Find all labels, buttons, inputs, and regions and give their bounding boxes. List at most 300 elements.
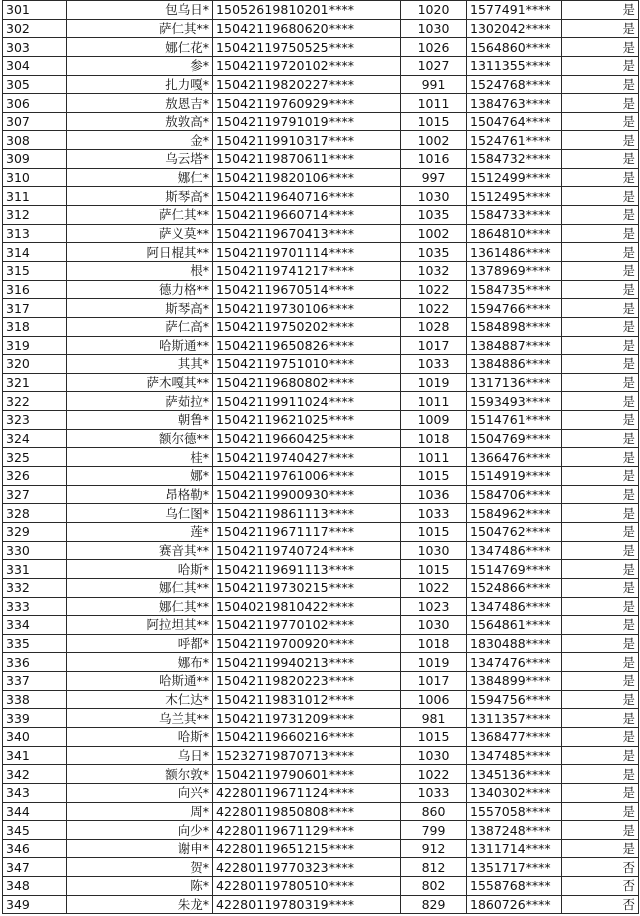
row-number-cell: 332 <box>3 578 67 597</box>
name-cell: 额尔敦* <box>67 765 213 784</box>
name-cell: 斯琴高* <box>67 187 213 206</box>
id-number-cell: 15042119741217**** <box>213 261 401 280</box>
name-cell: 哈斯通** <box>67 336 213 355</box>
id-number-cell: 15040219810422**** <box>213 597 401 616</box>
table-body <box>3 1 639 914</box>
status-cell: 是 <box>562 560 639 579</box>
code-cell: 1016 <box>401 150 467 169</box>
account-cell: 1361486**** <box>467 243 562 262</box>
name-cell: 桂* <box>67 448 213 467</box>
status-cell: 是 <box>562 485 639 504</box>
status-cell: 是 <box>562 75 639 94</box>
table-row <box>3 485 639 504</box>
code-cell: 1030 <box>401 19 467 38</box>
row-number-cell: 330 <box>3 541 67 560</box>
table-row <box>3 746 639 765</box>
row-number-cell: 320 <box>3 355 67 374</box>
account-cell: 1864810**** <box>467 224 562 243</box>
name-cell: 萨义莫** <box>67 224 213 243</box>
account-cell: 1524761**** <box>467 131 562 150</box>
account-cell: 1504769**** <box>467 429 562 448</box>
status-cell: 是 <box>562 653 639 672</box>
table-row <box>3 821 639 840</box>
status-cell: 是 <box>562 522 639 541</box>
code-cell: 1030 <box>401 187 467 206</box>
row-number-cell: 304 <box>3 56 67 75</box>
account-cell: 1387248**** <box>467 821 562 840</box>
id-number-cell: 15042119640716**** <box>213 187 401 206</box>
code-cell: 1030 <box>401 541 467 560</box>
table-row <box>3 522 639 541</box>
row-number-cell: 326 <box>3 467 67 486</box>
status-cell: 是 <box>562 578 639 597</box>
code-cell: 1017 <box>401 336 467 355</box>
account-cell: 1340302**** <box>467 783 562 802</box>
id-number-cell: 15042119761006**** <box>213 467 401 486</box>
row-number-cell: 344 <box>3 802 67 821</box>
name-cell: 乌云塔* <box>67 150 213 169</box>
name-cell: 萨木嘎其** <box>67 373 213 392</box>
row-number-cell: 301 <box>3 1 67 20</box>
row-number-cell: 306 <box>3 94 67 113</box>
table-row <box>3 765 639 784</box>
name-cell: 娜仁花* <box>67 38 213 57</box>
account-cell: 1378969**** <box>467 261 562 280</box>
code-cell: 1015 <box>401 727 467 746</box>
account-cell: 1504762**** <box>467 522 562 541</box>
status-cell: 是 <box>562 299 639 318</box>
table-row <box>3 392 639 411</box>
account-cell: 1514919**** <box>467 467 562 486</box>
account-cell: 1584962**** <box>467 504 562 523</box>
code-cell: 812 <box>401 858 467 877</box>
name-cell: 参* <box>67 56 213 75</box>
table-row <box>3 783 639 802</box>
id-number-cell: 15042119911024**** <box>213 392 401 411</box>
row-number-cell: 348 <box>3 877 67 896</box>
id-number-cell: 15042119671117**** <box>213 522 401 541</box>
row-number-cell: 313 <box>3 224 67 243</box>
status-cell: 是 <box>562 38 639 57</box>
table-row <box>3 112 639 131</box>
row-number-cell: 316 <box>3 280 67 299</box>
account-cell: 1347476**** <box>467 653 562 672</box>
row-number-cell: 324 <box>3 429 67 448</box>
table-row <box>3 429 639 448</box>
status-cell: 是 <box>562 187 639 206</box>
row-number-cell: 347 <box>3 858 67 877</box>
table-row <box>3 38 639 57</box>
id-number-cell: 15042119870611**** <box>213 150 401 169</box>
status-cell: 是 <box>562 709 639 728</box>
name-cell: 额尔德** <box>67 429 213 448</box>
name-cell: 乌兰其** <box>67 709 213 728</box>
row-number-cell: 318 <box>3 317 67 336</box>
table-row <box>3 336 639 355</box>
account-cell: 1512495**** <box>467 187 562 206</box>
status-cell: 是 <box>562 112 639 131</box>
table-row <box>3 280 639 299</box>
row-number-cell: 329 <box>3 522 67 541</box>
table-row <box>3 467 639 486</box>
code-cell: 1035 <box>401 243 467 262</box>
code-cell: 1011 <box>401 94 467 113</box>
code-cell: 1015 <box>401 522 467 541</box>
account-cell: 1514761**** <box>467 411 562 430</box>
row-number-cell: 303 <box>3 38 67 57</box>
name-cell: 哈斯通** <box>67 672 213 691</box>
status-cell: 是 <box>562 597 639 616</box>
table-row <box>3 206 639 225</box>
name-cell: 谢申* <box>67 839 213 858</box>
id-number-cell: 15042119730106**** <box>213 299 401 318</box>
table-row <box>3 299 639 318</box>
row-number-cell: 315 <box>3 261 67 280</box>
row-number-cell: 331 <box>3 560 67 579</box>
row-number-cell: 308 <box>3 131 67 150</box>
id-number-cell: 15232719870713**** <box>213 746 401 765</box>
id-number-cell: 15042119790601**** <box>213 765 401 784</box>
account-cell: 1593493**** <box>467 392 562 411</box>
name-cell: 萨茹拉* <box>67 392 213 411</box>
name-cell: 德力格** <box>67 280 213 299</box>
name-cell: 敖恩吉* <box>67 94 213 113</box>
name-cell: 扎力嘎* <box>67 75 213 94</box>
id-number-cell: 15042119680802**** <box>213 373 401 392</box>
account-cell: 1384763**** <box>467 94 562 113</box>
account-cell: 1302042**** <box>467 19 562 38</box>
code-cell: 991 <box>401 75 467 94</box>
name-cell: 哈斯* <box>67 560 213 579</box>
table-row <box>3 373 639 392</box>
account-cell: 1384886**** <box>467 355 562 374</box>
account-cell: 1366476**** <box>467 448 562 467</box>
status-cell: 是 <box>562 336 639 355</box>
status-cell: 否 <box>562 858 639 877</box>
code-cell: 1033 <box>401 783 467 802</box>
code-cell: 829 <box>401 895 467 914</box>
id-number-cell: 15042119791019**** <box>213 112 401 131</box>
name-cell: 敖敦高* <box>67 112 213 131</box>
status-cell: 是 <box>562 429 639 448</box>
status-cell: 是 <box>562 802 639 821</box>
code-cell: 1023 <box>401 597 467 616</box>
name-cell: 朝鲁* <box>67 411 213 430</box>
id-number-cell: 15042119750202**** <box>213 317 401 336</box>
row-number-cell: 321 <box>3 373 67 392</box>
row-number-cell: 323 <box>3 411 67 430</box>
id-number-cell: 15042119740724**** <box>213 541 401 560</box>
code-cell: 1030 <box>401 746 467 765</box>
account-cell: 1564861**** <box>467 616 562 635</box>
row-number-cell: 312 <box>3 206 67 225</box>
code-cell: 1017 <box>401 672 467 691</box>
table-row <box>3 560 639 579</box>
id-number-cell: 15052619810201**** <box>213 1 401 20</box>
account-cell: 1860726**** <box>467 895 562 914</box>
code-cell: 1018 <box>401 429 467 448</box>
code-cell: 1018 <box>401 634 467 653</box>
table-row <box>3 94 639 113</box>
status-cell: 是 <box>562 783 639 802</box>
row-number-cell: 311 <box>3 187 67 206</box>
code-cell: 1019 <box>401 653 467 672</box>
table-row <box>3 578 639 597</box>
id-number-cell: 15042119760929**** <box>213 94 401 113</box>
row-number-cell: 310 <box>3 168 67 187</box>
id-number-cell: 15042119820227**** <box>213 75 401 94</box>
account-cell: 1514769**** <box>467 560 562 579</box>
account-cell: 1311357**** <box>467 709 562 728</box>
code-cell: 1026 <box>401 38 467 57</box>
name-cell: 贺* <box>67 858 213 877</box>
code-cell: 1028 <box>401 317 467 336</box>
table-row <box>3 168 639 187</box>
row-number-cell: 334 <box>3 616 67 635</box>
table-row <box>3 131 639 150</box>
code-cell: 1033 <box>401 504 467 523</box>
row-number-cell: 336 <box>3 653 67 672</box>
account-cell: 1504764**** <box>467 112 562 131</box>
id-number-cell: 15042119701114**** <box>213 243 401 262</box>
id-number-cell: 15042119751010**** <box>213 355 401 374</box>
name-cell: 金* <box>67 131 213 150</box>
row-number-cell: 346 <box>3 839 67 858</box>
status-cell: 否 <box>562 895 639 914</box>
id-number-cell: 42280119651215**** <box>213 839 401 858</box>
account-cell: 1512499**** <box>467 168 562 187</box>
table-row <box>3 634 639 653</box>
status-cell: 是 <box>562 765 639 784</box>
status-cell: 是 <box>562 392 639 411</box>
account-cell: 1351717**** <box>467 858 562 877</box>
account-cell: 1311355**** <box>467 56 562 75</box>
account-cell: 1347486**** <box>467 597 562 616</box>
row-number-cell: 333 <box>3 597 67 616</box>
id-number-cell: 15042119910317**** <box>213 131 401 150</box>
code-cell: 1015 <box>401 467 467 486</box>
row-number-cell: 309 <box>3 150 67 169</box>
id-number-cell: 42280119671129**** <box>213 821 401 840</box>
name-cell: 斯琴高* <box>67 299 213 318</box>
name-cell: 乌日* <box>67 746 213 765</box>
account-cell: 1384899**** <box>467 672 562 691</box>
status-cell: 是 <box>562 821 639 840</box>
account-cell: 1524768**** <box>467 75 562 94</box>
status-cell: 是 <box>562 317 639 336</box>
name-cell: 莲* <box>67 522 213 541</box>
row-number-cell: 328 <box>3 504 67 523</box>
status-cell: 是 <box>562 94 639 113</box>
name-cell: 根* <box>67 261 213 280</box>
id-number-cell: 15042119820106**** <box>213 168 401 187</box>
name-cell: 阿拉坦其** <box>67 616 213 635</box>
code-cell: 1011 <box>401 392 467 411</box>
name-cell: 向少* <box>67 821 213 840</box>
account-cell: 1368477**** <box>467 727 562 746</box>
name-cell: 向兴* <box>67 783 213 802</box>
code-cell: 1035 <box>401 206 467 225</box>
status-cell: 是 <box>562 56 639 75</box>
id-number-cell: 42280119780319**** <box>213 895 401 914</box>
id-number-cell: 15042119770102**** <box>213 616 401 635</box>
id-number-cell: 42280119850808**** <box>213 802 401 821</box>
id-number-cell: 15042119650826**** <box>213 336 401 355</box>
id-number-cell: 15042119621025**** <box>213 411 401 430</box>
name-cell: 昂格勒* <box>67 485 213 504</box>
account-cell: 1584732**** <box>467 150 562 169</box>
id-number-cell: 15042119660714**** <box>213 206 401 225</box>
code-cell: 1002 <box>401 131 467 150</box>
row-number-cell: 338 <box>3 690 67 709</box>
name-cell: 阿日棍其** <box>67 243 213 262</box>
code-cell: 1036 <box>401 485 467 504</box>
row-number-cell: 339 <box>3 709 67 728</box>
code-cell: 860 <box>401 802 467 821</box>
table-row <box>3 877 639 896</box>
account-cell: 1347485**** <box>467 746 562 765</box>
row-number-cell: 325 <box>3 448 67 467</box>
table-row <box>3 448 639 467</box>
table-row <box>3 187 639 206</box>
status-cell: 是 <box>562 373 639 392</box>
code-cell: 1019 <box>401 373 467 392</box>
table-row <box>3 56 639 75</box>
name-cell: 陈* <box>67 877 213 896</box>
account-cell: 1384887**** <box>467 336 562 355</box>
row-number-cell: 342 <box>3 765 67 784</box>
name-cell: 呼都* <box>67 634 213 653</box>
row-number-cell: 340 <box>3 727 67 746</box>
id-number-cell: 15042119730215**** <box>213 578 401 597</box>
account-cell: 1317136**** <box>467 373 562 392</box>
name-cell: 赛音其** <box>67 541 213 560</box>
name-cell: 娜布* <box>67 653 213 672</box>
name-cell: 娜* <box>67 467 213 486</box>
row-number-cell: 335 <box>3 634 67 653</box>
code-cell: 1032 <box>401 261 467 280</box>
row-number-cell: 327 <box>3 485 67 504</box>
code-cell: 1006 <box>401 690 467 709</box>
account-cell: 1345136**** <box>467 765 562 784</box>
table-row <box>3 1 639 20</box>
row-number-cell: 337 <box>3 672 67 691</box>
id-number-cell: 15042119940213**** <box>213 653 401 672</box>
code-cell: 1033 <box>401 355 467 374</box>
status-cell: 是 <box>562 634 639 653</box>
name-cell: 萨仁其** <box>67 19 213 38</box>
name-cell: 娜仁其** <box>67 597 213 616</box>
code-cell: 802 <box>401 877 467 896</box>
code-cell: 1015 <box>401 560 467 579</box>
table-row <box>3 690 639 709</box>
table-row <box>3 504 639 523</box>
id-number-cell: 15042119900930**** <box>213 485 401 504</box>
row-number-cell: 341 <box>3 746 67 765</box>
account-cell: 1564860**** <box>467 38 562 57</box>
row-number-cell: 305 <box>3 75 67 94</box>
table-row <box>3 150 639 169</box>
status-cell: 是 <box>562 448 639 467</box>
account-cell: 1558768**** <box>467 877 562 896</box>
table-row <box>3 709 639 728</box>
name-cell: 木仁达* <box>67 690 213 709</box>
table-row <box>3 653 639 672</box>
id-number-cell: 15042119831012**** <box>213 690 401 709</box>
status-cell: 是 <box>562 504 639 523</box>
status-cell: 是 <box>562 243 639 262</box>
code-cell: 1022 <box>401 578 467 597</box>
row-number-cell: 302 <box>3 19 67 38</box>
code-cell: 1022 <box>401 765 467 784</box>
code-cell: 1022 <box>401 280 467 299</box>
table-row <box>3 224 639 243</box>
code-cell: 981 <box>401 709 467 728</box>
account-cell: 1594766**** <box>467 299 562 318</box>
code-cell: 1027 <box>401 56 467 75</box>
status-cell: 是 <box>562 355 639 374</box>
status-cell: 是 <box>562 206 639 225</box>
id-number-cell: 15042119861113**** <box>213 504 401 523</box>
table-row <box>3 895 639 914</box>
account-cell: 1584733**** <box>467 206 562 225</box>
id-number-cell: 15042119731209**** <box>213 709 401 728</box>
status-cell: 是 <box>562 411 639 430</box>
status-cell: 是 <box>562 168 639 187</box>
table-row <box>3 597 639 616</box>
status-cell: 是 <box>562 1 639 20</box>
id-number-cell: 15042119740427**** <box>213 448 401 467</box>
code-cell: 1002 <box>401 224 467 243</box>
table-row <box>3 802 639 821</box>
table-row <box>3 672 639 691</box>
row-number-cell: 319 <box>3 336 67 355</box>
id-number-cell: 42280119780510**** <box>213 877 401 896</box>
status-cell: 是 <box>562 541 639 560</box>
name-cell: 萨仁高* <box>67 317 213 336</box>
status-cell: 是 <box>562 280 639 299</box>
code-cell: 799 <box>401 821 467 840</box>
code-cell: 1015 <box>401 112 467 131</box>
applicant-table <box>2 0 639 914</box>
id-number-cell: 15042119680620**** <box>213 19 401 38</box>
table-row <box>3 19 639 38</box>
status-cell: 是 <box>562 727 639 746</box>
row-number-cell: 317 <box>3 299 67 318</box>
table-row <box>3 75 639 94</box>
table-row <box>3 727 639 746</box>
account-cell: 1830488**** <box>467 634 562 653</box>
status-cell: 是 <box>562 19 639 38</box>
id-number-cell: 15042119660216**** <box>213 727 401 746</box>
name-cell: 娜仁其** <box>67 578 213 597</box>
row-number-cell: 345 <box>3 821 67 840</box>
code-cell: 1011 <box>401 448 467 467</box>
name-cell: 包乌日* <box>67 1 213 20</box>
status-cell: 是 <box>562 746 639 765</box>
code-cell: 1009 <box>401 411 467 430</box>
status-cell: 是 <box>562 467 639 486</box>
row-number-cell: 322 <box>3 392 67 411</box>
code-cell: 1030 <box>401 616 467 635</box>
table-row <box>3 616 639 635</box>
table-row <box>3 411 639 430</box>
table-row <box>3 858 639 877</box>
code-cell: 1022 <box>401 299 467 318</box>
id-number-cell: 15042119670514**** <box>213 280 401 299</box>
name-cell: 哈斯* <box>67 727 213 746</box>
status-cell: 是 <box>562 261 639 280</box>
